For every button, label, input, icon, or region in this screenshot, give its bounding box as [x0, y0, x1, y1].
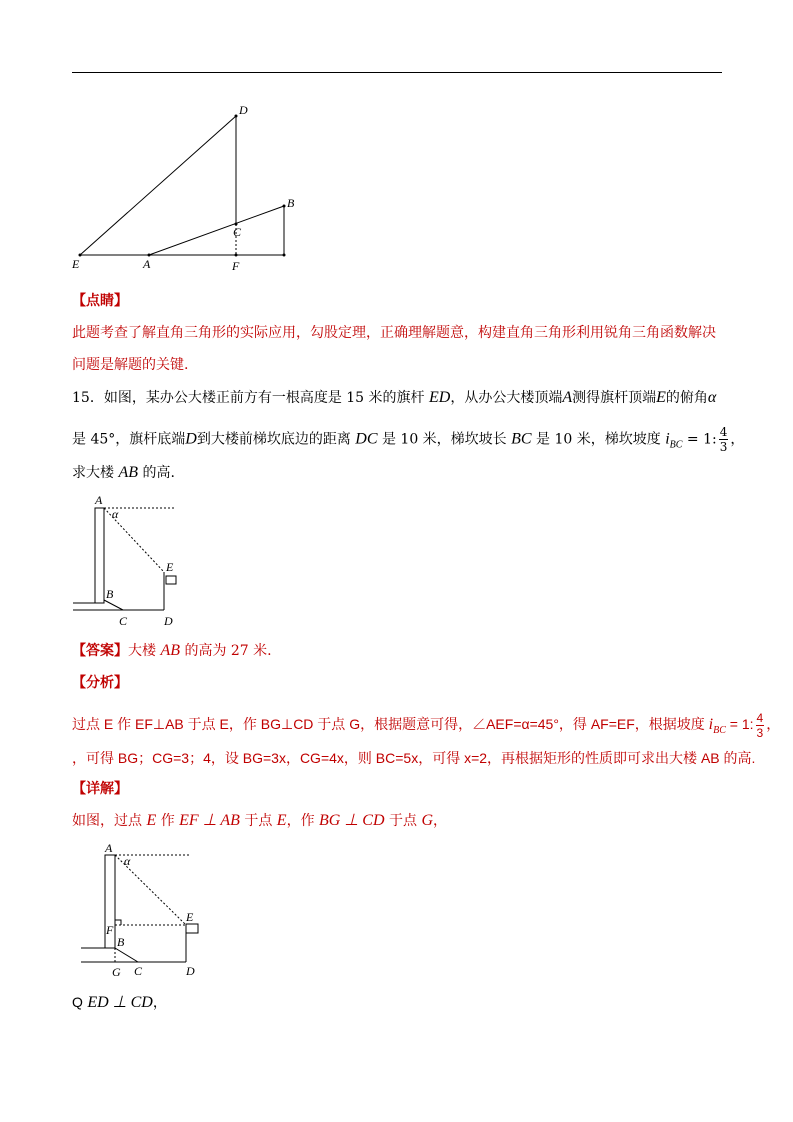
q15-text: ，从办公大楼顶端 [450, 390, 563, 406]
q15-text: 求大楼 [72, 465, 114, 481]
q15-text: 是 45°，旗杆底端 [72, 431, 186, 448]
figure-3-diagram [76, 838, 216, 980]
label-F: F [232, 259, 240, 273]
ratio-prefix: = 1: [729, 716, 754, 733]
var-alpha: α [707, 389, 717, 406]
answer-line [72, 641, 272, 661]
xiangjie-text: 于点 [244, 813, 273, 829]
q15-text: 是 10 米，梯坎坡度 [536, 431, 661, 448]
var-BC: BC [511, 430, 532, 448]
last-line [72, 992, 167, 1013]
fenxi-text: ， [766, 716, 781, 733]
header-rule [72, 72, 722, 73]
label-A: A [105, 841, 113, 855]
label-E: E [72, 257, 80, 271]
dianjing-line1: 此题考查了解直角三角形的实际应用，勾股定理，正确理解题意，构建直角三角形利用锐角三角函数解决 [72, 325, 716, 341]
label-C: C [119, 614, 128, 628]
label-B: B [117, 935, 125, 949]
fenxi-heading: 【分析】 [72, 675, 128, 691]
xiangjie-text: 于点 [388, 813, 417, 829]
var-i-subscript: BC [713, 725, 726, 736]
label-B: B [287, 196, 295, 210]
fenxi-line1 [72, 711, 780, 741]
fenxi-line2: ，可得 BG；CG=3；4，设 BG=3x，CG=4x，则 BC=5x，可得 x=2，再根据矩形的性质即可求出大楼 AB 的高. [72, 750, 756, 766]
label-C: C [134, 964, 143, 978]
label-E: E [186, 910, 194, 924]
expr-EF-perp-AB: EF ⊥ AB [179, 812, 240, 829]
xiangjie-text: ， [433, 813, 447, 829]
var-G: G [421, 812, 433, 829]
label-B: B [106, 587, 114, 601]
var-E: E [276, 812, 287, 829]
label-G: G [112, 965, 121, 979]
label-A: A [95, 494, 103, 507]
var-A: A [562, 389, 573, 406]
fenxi-text: 过点 E 作 EF⊥AB 于点 E，作 BG⊥CD 于点 G，根据题意可得，∠AEF=α=45°，得 AF=EF，根据坡度 [72, 716, 705, 733]
fraction-numerator: 4 [719, 425, 728, 439]
fraction-numerator: 4 [756, 711, 764, 725]
ratio-prefix: = 1: [686, 431, 717, 448]
dianjing-line2: 问题是解题的关键. [72, 357, 189, 373]
var-DC: DC [355, 430, 378, 448]
label-alpha: α [124, 854, 131, 868]
var-ED: ED [429, 389, 451, 406]
q15-line1 [72, 388, 716, 408]
xiangjie-heading: 【详解】 [72, 781, 128, 797]
label-A: A [143, 257, 151, 271]
q15-text: ， [730, 431, 745, 448]
therefore-symbol: Q [72, 994, 83, 1010]
expr-BG-perp-CD: BG ⊥ CD [319, 812, 385, 829]
figure-2-diagram [68, 494, 198, 634]
figure-1-diagram [60, 100, 310, 280]
label-D: D [164, 614, 173, 628]
label-E: E [166, 560, 174, 574]
label-D: D [239, 103, 248, 117]
q15-text: 是 10 米，梯坎坡长 [381, 431, 507, 448]
var-E: E [656, 389, 666, 406]
var-i: i [708, 716, 714, 734]
expr-ED-perp-CD: ED ⊥ CD [87, 994, 153, 1011]
label-D: D [186, 964, 195, 978]
q15-text: 如图，某办公大楼正前方有一根高度是 15 米的旗杆 [103, 390, 425, 406]
dianjing-heading: 【点睛】 [72, 293, 128, 309]
xiangjie-text: 如图，过点 [72, 813, 142, 829]
label-F: F [106, 923, 114, 937]
q15-text: 测得旗杆顶端 [572, 390, 657, 406]
q15-line2 [72, 425, 744, 455]
var-i: i [665, 430, 670, 448]
xiangjie-text: ，作 [286, 813, 315, 829]
var-D: D [185, 430, 197, 448]
xiangjie-line1 [72, 811, 447, 831]
q15-text: 的俯角 [665, 390, 708, 406]
var-AB: AB [160, 642, 180, 659]
fraction [756, 711, 765, 740]
answer-text: 的高为 27 米. [184, 643, 272, 659]
q15-number: 15． [72, 390, 104, 406]
q15-text: 的高. [142, 465, 175, 481]
var-AB: AB [118, 464, 138, 481]
answer-heading: 【答案】 [72, 643, 128, 659]
fraction-denominator: 3 [719, 440, 728, 454]
label-C: C [233, 225, 242, 239]
fraction-denominator: 3 [756, 726, 764, 740]
var-i-subscript: BC [669, 439, 683, 451]
xiangjie-text: 作 [160, 813, 175, 829]
last-text: ， [152, 995, 167, 1011]
q15-text: 到大楼前梯坎底边的距离 [196, 431, 351, 448]
var-E: E [146, 812, 157, 829]
q15-line3 [72, 463, 175, 483]
label-alpha: α [112, 507, 119, 521]
fraction [719, 425, 729, 454]
answer-text: 大楼 [128, 643, 156, 659]
